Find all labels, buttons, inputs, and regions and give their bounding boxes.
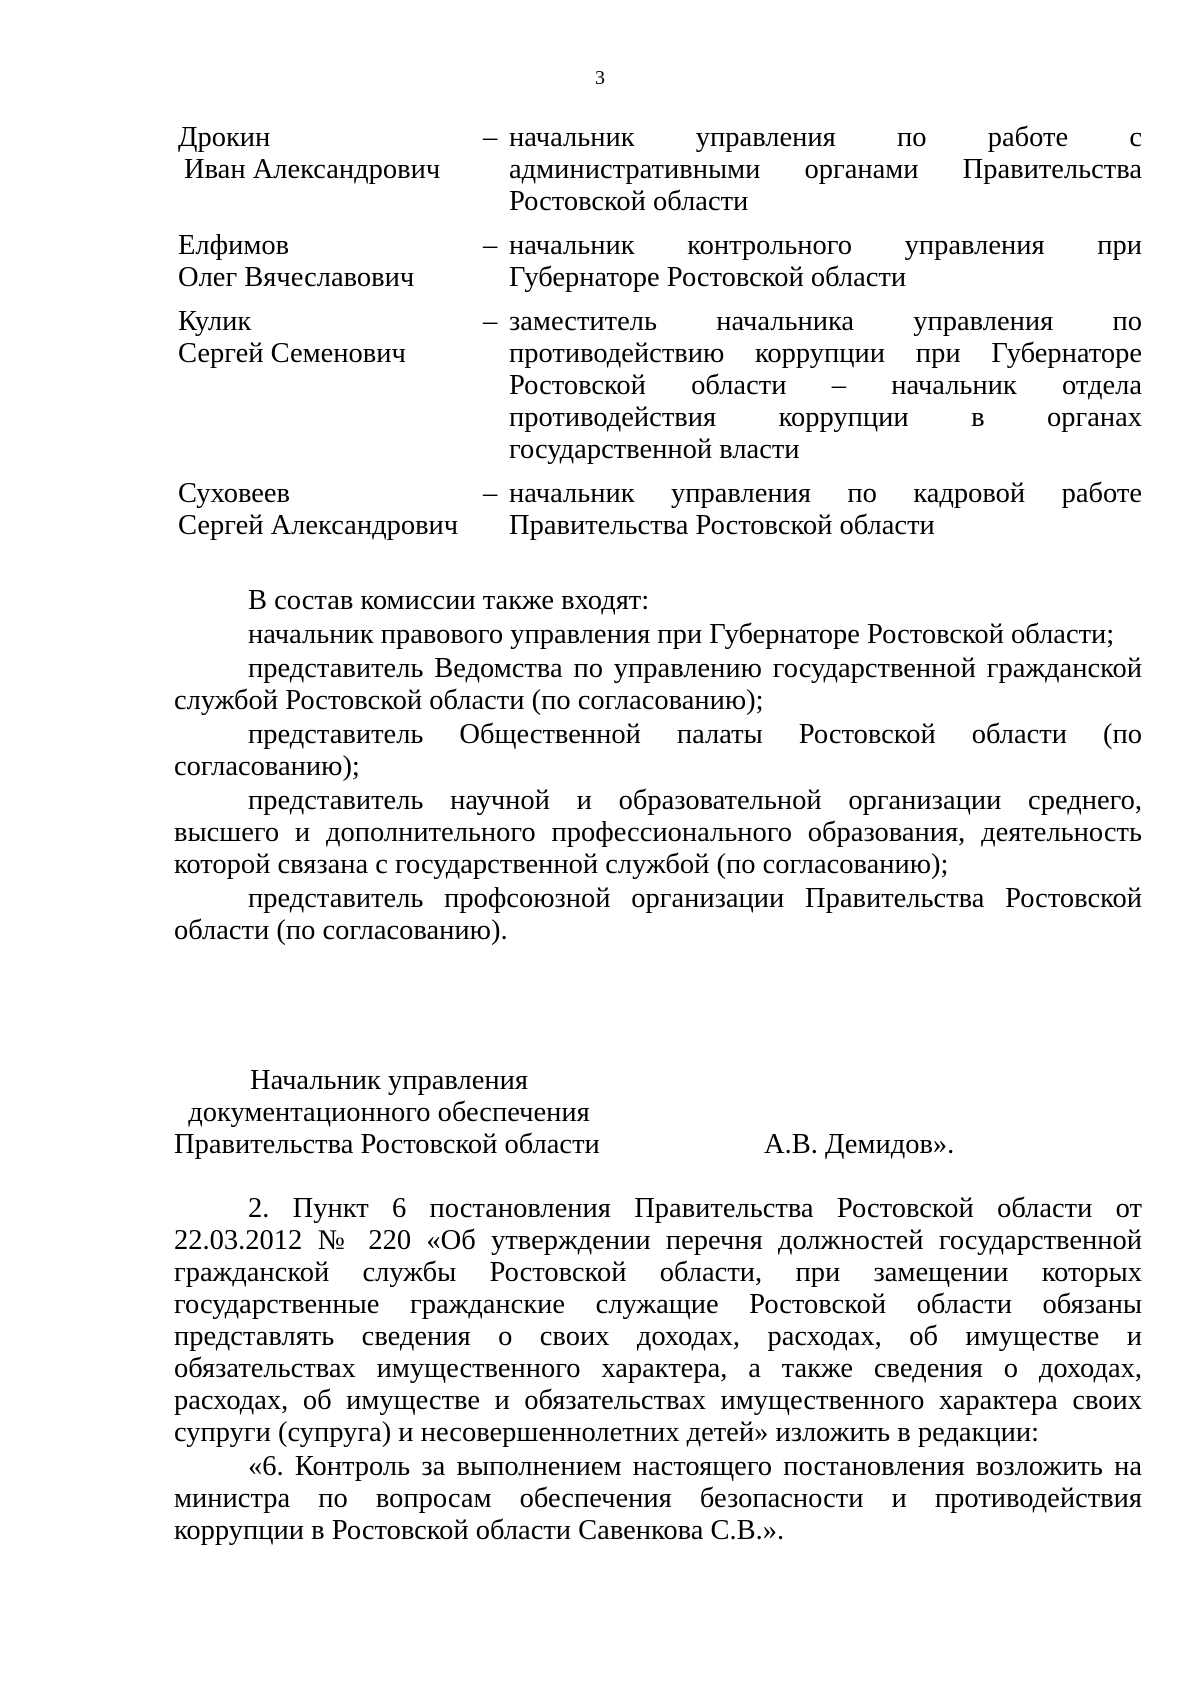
- commission-members-list: [178, 122, 1142, 554]
- composition-item: представитель Ведомства по управлению государственной гражданской службой Ростовской области (по согласованию);: [174, 653, 1142, 716]
- member-dash: –: [483, 122, 498, 153]
- member-surname: Суховеев: [178, 478, 291, 509]
- member-name: [178, 478, 483, 542]
- member-position: заместитель начальника управления по противодействию коррупции при Губернаторе Ростовской области – начальник отдела противодействия коррупции в органах государственной власти: [509, 306, 1142, 465]
- member-name: [178, 122, 483, 218]
- member-entry: [178, 306, 1142, 466]
- signatory-name: А.В. Демидов».: [764, 1129, 955, 1160]
- amendment-paragraph: 2. Пункт 6 постановления Правительства Ростовской области от 22.03.2012 № 220 «Об утверждении перечня должностей государственной гражданской службы Ростовской области, при замещении которых государственные гражданские служащие Ростовской области обязаны представлять сведения о своих доходах, расходах, об имуществе и обязательствах имущественного характера, а также сведения о доходах, расходах, об имуществе и обязательствах имущественного характера своих супруги (супруга) и несовершеннолетних детей» изложить в редакции:: [174, 1193, 1142, 1448]
- signatory-title-line: Начальник управления: [250, 1065, 528, 1096]
- member-entry: [178, 478, 1142, 542]
- member-dash: –: [483, 478, 498, 509]
- signatory-title-line: Правительства Ростовской области: [174, 1129, 600, 1160]
- composition-item: представитель Общественной палаты Ростовской области (по согласованию);: [174, 719, 1142, 782]
- member-dash: –: [483, 230, 498, 261]
- member-position: начальник управления по кадровой работе Правительства Ростовской области: [509, 478, 1142, 541]
- signatory-title: [174, 1065, 604, 1161]
- member-position: начальник управления по работе с административными органами Правительства Ростовской области: [509, 122, 1142, 217]
- member-surname: Кулик: [178, 306, 252, 337]
- composition-item: начальник правового управления при Губернаторе Ростовской области;: [248, 619, 1115, 650]
- member-entry: [178, 122, 1142, 218]
- commission-composition: [174, 585, 1142, 949]
- member-name: [178, 230, 483, 294]
- member-first-names: Олег Вячеславович: [178, 262, 415, 293]
- member-first-names: Сергей Александрович: [178, 510, 459, 541]
- member-surname: Елфимов: [178, 230, 290, 261]
- composition-intro: В состав комиссии также входят:: [248, 585, 650, 616]
- member-first-names: Иван Александрович: [184, 154, 441, 185]
- amendment-section: [174, 1193, 1142, 1549]
- amendment-paragraph: «6. Контроль за выполнением настоящего постановления возложить на министра по вопросам обеспечения безопасности и противодействия коррупции в Ростовской области Савенкова С.В.».: [174, 1451, 1142, 1546]
- composition-item: представитель научной и образовательной организации среднего, высшего и дополнительного профессионального образования, деятельность которой связана с государственной службой (по согласованию);: [174, 785, 1142, 880]
- member-position: начальник контрольного управления при Губернаторе Ростовской области: [509, 230, 1142, 293]
- member-first-names: Сергей Семенович: [178, 338, 406, 369]
- member-surname: Дрокин: [178, 122, 271, 153]
- member-name: [178, 306, 483, 466]
- composition-item: представитель профсоюзной организации Правительства Ростовской области (по согласованию).: [174, 883, 1142, 946]
- member-dash: –: [483, 306, 498, 337]
- signatory-title-line: документационного обеспечения: [188, 1097, 590, 1128]
- member-entry: [178, 230, 1142, 294]
- page-number: 3: [595, 67, 605, 89]
